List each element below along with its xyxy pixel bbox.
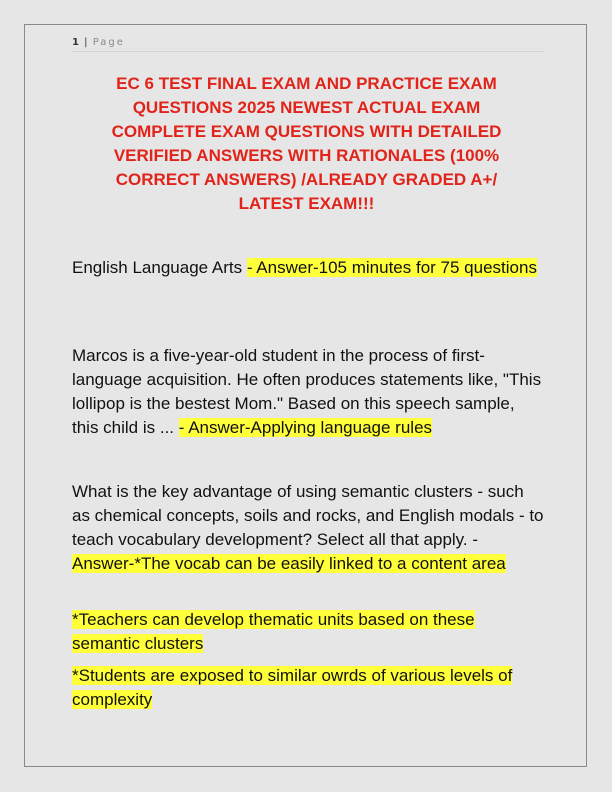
question-2-prompt: Marcos is a five-year-old student in the process of first-language acquisition. He often produces statements like, "This lollipop is the bestest Mom." Based on this speech sample, this child is ... (72, 346, 542, 437)
page-number: 1 (72, 37, 79, 48)
question-3-answer: Answer-*The vocab can be easily linked to a content area (72, 554, 506, 573)
page-header (72, 37, 544, 52)
question-3-extra-answer-1-text: *Teachers can develop thematic units based on these semantic clusters (72, 610, 475, 653)
page-word: Page (92, 37, 125, 48)
question-2 (72, 344, 544, 440)
document-page (24, 24, 587, 767)
question-1-answer: - Answer-105 minutes for 75 questions (246, 258, 537, 277)
question-3-prompt: What is the key advantage of using semantic clusters - such as chemical concepts, soils and rocks, and English modals - to teach vocabulary development? Select all that apply. - (72, 482, 544, 549)
question-3-extra-answer-2 (72, 664, 544, 712)
question-1-prompt: English Language Arts (72, 258, 247, 277)
question-3-extra-answer-1 (72, 608, 544, 656)
page-separator: | (84, 37, 88, 48)
question-1 (72, 256, 544, 280)
question-2-answer: - Answer-Applying language rules (178, 418, 433, 437)
document-title: EC 6 TEST FINAL EXAM AND PRACTICE EXAM QUESTIONS 2025 NEWEST ACTUAL EXAM COMPLETE EXAM QUESTIONS WITH DETAILED VERIFIED ANSWERS WITH RATIONALES (100% CORRECT ANSWERS) /ALREADY GRADED A+/ LATEST EXAM!!! (111, 74, 502, 213)
question-3 (72, 480, 544, 576)
question-3-extra-answer-2-text: *Students are exposed to similar owrds of various levels of complexity (72, 666, 513, 709)
